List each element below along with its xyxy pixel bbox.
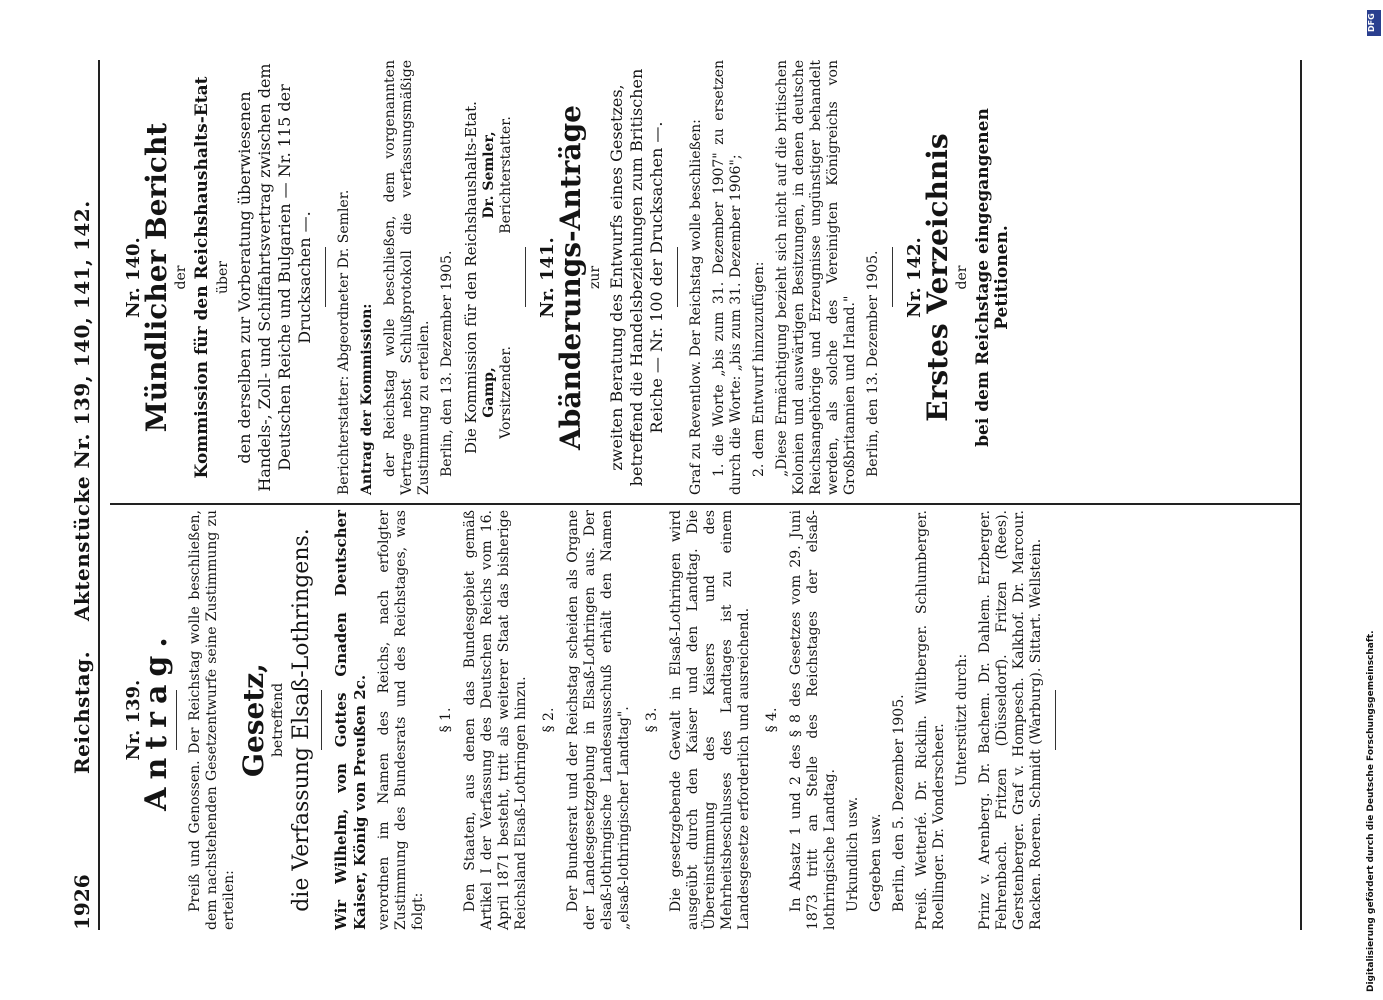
nr140-motion-label: Antrag der Kommission: xyxy=(359,303,375,495)
nr141-item1: 1. die Worte „bis zum 31. Dezember 1907" zu ersetzen durch die Worte: „bis zum 31. Dezember 1906"; xyxy=(711,60,744,495)
column-right xyxy=(112,60,1012,495)
nr139-gegeben: Gegeben usw. xyxy=(868,813,884,912)
nr140-reporter-name: Dr. Semler, xyxy=(481,131,497,219)
nr140-der: der xyxy=(173,265,189,290)
nr140-closing: Die Kommission für den Reichshaushalts-Etat. xyxy=(462,101,480,454)
dfg-logo: DFG xyxy=(1367,10,1381,36)
nr140-reporter-sign xyxy=(481,116,515,234)
nr139-supported-label: Unterstützt durch: xyxy=(954,653,970,787)
nr139-urkundlich: Urkundlich usw. xyxy=(845,796,861,912)
divider xyxy=(1055,690,1056,750)
section-4-text: In Absatz 1 und 2 des § 8 des Gesetzes vom 29. Juni 1873 tritt an Stelle des Reichstages der elsaß-lothringische Landtag. xyxy=(788,510,838,930)
nr140-commission: Kommission für den Reichshaushalts-Etat xyxy=(192,76,212,479)
column-divider xyxy=(110,503,1300,505)
section-1-text: Den Staaten, aus denen das Bundesgebiet gemäß Artikel I der Verfassung des Deutschen Reichs vom 16. April 1871 besteht, tritt als weiterer Staat das bisherige Reichsland Elsaß-Lothringen hinzu. xyxy=(462,510,529,930)
nr141-item2-text: „Diese Ermächtigung bezieht sich nicht auf die britischen Kolonien und auswärtigen Besitzungen, in denen deutsche Reichsangehörige und Erzeugnisse ungünstiger behandelt werden, als solche des Vereinigten Königreichs von Großbritannien und Irland." xyxy=(774,60,858,495)
nr141-subject: zweiten Beratung des Entwurfs eines Gesetzes, betreffend die Handelsbeziehungen zum Britischen Reiche — Nr. 100 der Drucksachen —. xyxy=(607,68,666,487)
section-2-text: Der Bundesrat und der Reichstag scheiden als Organe der Landesgesetzgebung in Elsaß-Lothringen aus. Der elsaß-lothringische Landesausschuß erhält den Namen „elsaß-lothringischer Landtag". xyxy=(565,510,632,930)
nr140-reporter: Berichterstatter: Abgeordneter Dr. Semler. xyxy=(336,189,352,495)
divider xyxy=(525,248,526,308)
nr139-law-title: Gesetz, xyxy=(237,663,270,777)
divider xyxy=(321,690,322,750)
nr142-subject: bei dem Reichstage eingegangenen Petitionen. xyxy=(973,108,1012,447)
section-3-label: § 3. xyxy=(644,707,660,733)
nr139-number: Nr. 139. xyxy=(123,679,144,761)
nr139-supporters: Prinz v. Arenberg. Dr. Bachem. Dr. Dahlem. Erzberger. Fehrenbach. Fritzen (Düsseldorf). Fritzen (Rees). Gerstenberger. Graf v. Hompesch. Kalkhof. Dr. Marcour. Racken. Roeren. Schmidt (Warburg). Sittart. Wellstein. xyxy=(977,510,1044,930)
nr141-mover: Graf zu Reventlow. Der Reichstag wolle beschließen: xyxy=(688,119,704,495)
section-2-label: § 2. xyxy=(541,707,557,733)
header-left: Reichstag. xyxy=(70,650,94,775)
nr139-betreffend: betreffend xyxy=(270,682,286,758)
section-4-label: § 4. xyxy=(764,707,780,733)
nr142-number: Nr. 142. xyxy=(904,237,925,318)
nr140-chair xyxy=(481,346,515,439)
nr141-kind: Abänderungs-Anträge xyxy=(554,105,587,450)
nr140-signatures xyxy=(481,60,515,495)
nr139-verordnen: verordnen im Namen des Reichs, nach erfolgter Zustimmung des Bundesrats und des Reichstages, was folgt: xyxy=(376,510,426,930)
page-number: 1926 xyxy=(70,874,94,930)
nr140-motion: der Reichstag wolle beschließen, dem vorgenannten Vertrage nebst Schlußprotokoll die verfassungsmäßige Zustimmung zu erteilen. xyxy=(382,60,432,495)
nr140-chair-role: Vorsitzender. xyxy=(498,346,514,439)
column-nr139 xyxy=(112,510,1066,930)
divider xyxy=(176,690,177,750)
divider xyxy=(677,248,678,308)
nr141-date: Berlin, den 13. Dezember 1905. xyxy=(865,250,881,477)
nr139-signers: Preiß. Wetterlé. Dr. Ricklin. Wiltberger. Schlumberger. Roellinger. Dr. Vonderscheer. xyxy=(914,510,947,930)
nr141-zur: zur xyxy=(587,265,603,290)
nr140-kind: Mündlicher Bericht xyxy=(140,122,173,433)
nr141-item2: 2. dem Entwurf hinzuzufügen: xyxy=(751,261,767,477)
section-3-text: Die gesetzgebende Gewalt in Elsaß-Lothringen wird ausgeübt durch den Kaiser und den Landtag. Die Übereinstimmung des Kaisers und des Mehrheitsbeschlusses des Landtages ist zu einem Landesgesetze erforderlich und ausreichend. xyxy=(668,510,752,930)
nr140-chair-name: Gamp, xyxy=(481,367,497,418)
nr140-ueber: über xyxy=(215,261,231,294)
nr139-subject: die Verfassung Elsaß-Lothringens. xyxy=(289,528,314,912)
nr139-kind: Antrag. xyxy=(139,629,174,811)
nr139-preamble: Wir Wilhelm, von Gottes Gnaden Deutscher Kaiser, König von Preußen 2c. xyxy=(332,510,369,930)
page-header xyxy=(68,60,100,930)
nr140-reporter-role: Berichterstatter. xyxy=(498,116,514,234)
nr140-subject: den derselben zur Vorberatung überwiesenen Handels-, Zoll- und Schiffahrtsvertrag zwischen dem Deutschen Reiche und Bulgarien — Nr. 115 der Drucksachen —. xyxy=(235,63,314,492)
nr140-date: Berlin, den 13. Dezember 1905. xyxy=(439,250,455,477)
header-title-text: Aktenstücke Nr. 139, 140, 141, 142. xyxy=(70,200,94,622)
nr142-der: der xyxy=(954,265,970,290)
nr139-date: Berlin, den 5. Dezember 1905. xyxy=(891,694,907,912)
section-1-label: § 1. xyxy=(438,707,454,733)
digitization-credit: Digitalisierung gefördert durch die Deutsche Forschungsgemeinschaft. xyxy=(1366,630,1376,992)
divider xyxy=(892,248,893,308)
nr139-intro: Preiß und Genossen. Der Reichstag wolle beschließen, dem nachstehenden Gesetzentwurfe seine Zustimmung zu erteilen: xyxy=(187,510,237,930)
divider xyxy=(325,248,326,308)
bottom-rule xyxy=(1300,60,1302,930)
nr142-kind: Erstes Verzeichnis xyxy=(921,133,954,422)
header-title xyxy=(70,100,94,874)
nr140-number: Nr. 140. xyxy=(123,237,144,318)
nr141-number: Nr. 141. xyxy=(537,237,558,318)
